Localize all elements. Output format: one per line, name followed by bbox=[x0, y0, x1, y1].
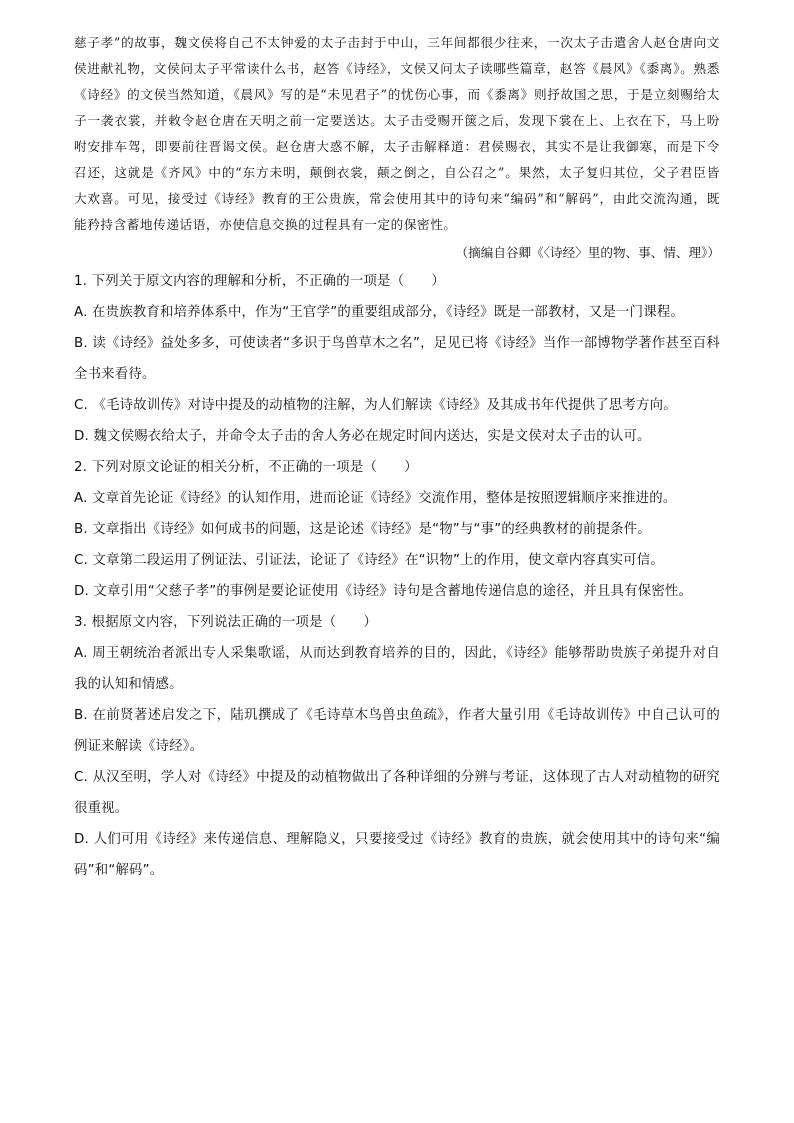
option-a: A. 周王朝统治者派出专人采集歌谣，从而达到教育培养的目的，因此，《诗经》能够帮助贵族子弟提升对自我的认知和情感。 bbox=[74, 646, 720, 692]
option-a: A. 文章首先论证《诗经》的认知作用，进而论证《诗经》交流作用，整体是按照逻辑顺序来推进的。 bbox=[74, 491, 677, 506]
option-d: D. 文章引用“父慈子孝”的事例是要论证使用《诗经》诗句是含蓄地传递信息的途径，并且具有保密性。 bbox=[74, 584, 693, 599]
option-b: B. 读《诗经》益处多多，可使读者“多识于鸟兽草木之名”，足见已将《诗经》当作一部博物学著作甚至百科全书来看待。 bbox=[74, 336, 720, 382]
option-a: A. 在贵族教育和培养体系中，作为“王官学”的重要组成部分，《诗经》既是一部教材，又是一门课程。 bbox=[74, 305, 685, 320]
option-c: C. 文章第二段运用了例证法、引证法，论证了《诗经》在“识物”上的作用，使文章内容真实可信。 bbox=[74, 553, 664, 568]
question-stem: 1. 下列关于原文内容的理解和分析，不正确的一项是（ ） bbox=[74, 274, 445, 289]
option-b: B. 文章指出《诗经》如何成书的问题，这是论述《诗经》是“物”与“事”的经典教材的前提条件。 bbox=[74, 522, 651, 537]
document-page bbox=[74, 30, 720, 886]
question-stem: 3. 根据原文内容，下列说法正确的一项是（ ） bbox=[74, 615, 378, 630]
question-3 bbox=[74, 607, 720, 886]
question-1 bbox=[74, 266, 720, 452]
option-b: B. 在前贤著述启发之下，陆玑撰成了《毛诗草木鸟兽虫鱼疏》，作者大量引用《毛诗故训传》中自己认可的例证来解读《诗经》。 bbox=[74, 708, 720, 754]
option-c: C. 从汉至明，学人对《诗经》中提及的动植物做出了各种详细的分辨与考证，这体现了古人对动植物的研究很重视。 bbox=[74, 770, 720, 816]
passage-text: 慈子孝”的故事，魏文侯将自己不太钟爱的太子击封于中山，三年间都很少往来，一次太子击遣舍人赵仓唐向文侯进献礼物，文侯问太子平常读什么书，赵答《诗经》，文侯又问太子读哪些篇章，赵答《晨风》《黍离》。熟悉《诗经》的文侯当然知道，《晨风》写的是“未见君子”的忧伤心事，而《黍离》则抒故国之思，于是立刻赐给太子一袭衣裳，并敕令赵仓唐在天明之前一定要送达。太子击受赐开箧之后，发现下裳在上、上衣在下，马上吩咐安排车驾，即要前往晋谒文侯。赵仓唐大惑不解，太子击解释道：君侯赐衣，其实不是让我御寒，而是下令召还，这就是《齐风》中的“东方未明，颠倒衣裳，颠之倒之，自公召之”。果然，太子复归其位，父子君臣皆大欢喜。可见，接受过《诗经》教育的王公贵族，常会使用其中的诗句来“编码”和“解码”，由此交流沟通，既能矜持含蓄地传递话语，亦使信息交换的过程具有一定的保密性。 bbox=[74, 35, 720, 232]
question-2 bbox=[74, 452, 720, 607]
option-c: C. 《毛诗故训传》对诗中提及的动植物的注解，为人们解读《诗经》及其成书年代提供了思考方向。 bbox=[74, 398, 677, 413]
question-stem: 2. 下列对原文论证的相关分析，不正确的一项是（ ） bbox=[74, 460, 418, 475]
option-d: D. 人们可用《诗经》来传递信息、理解隐义，只要接受过《诗经》教育的贵族，就会使用其中的诗句来“编码”和“解码”。 bbox=[74, 832, 720, 878]
passage-source: （摘编自谷卿《〈诗经〉里的物、事、情、理》） bbox=[455, 245, 720, 260]
option-d: D. 魏文侯赐衣给太子，并命令太子击的舍人务必在规定时间内送达，实是文侯对太子击的认可。 bbox=[74, 429, 651, 444]
